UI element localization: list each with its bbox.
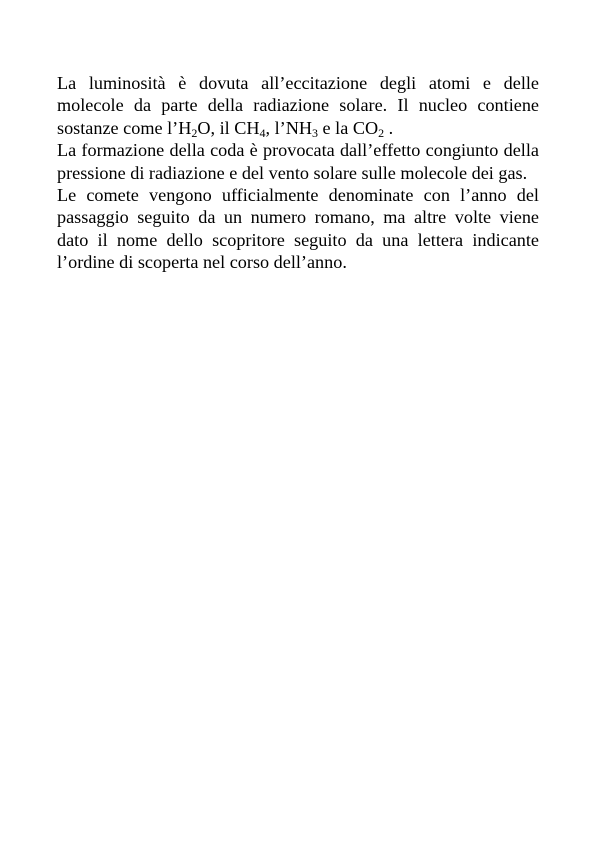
paragraph-tail-formation [57, 139, 539, 184]
subscript: 3 [311, 125, 318, 140]
body-text [57, 72, 539, 274]
text-span: e la CO [317, 117, 379, 138]
subscript: 4 [259, 125, 266, 140]
text-span: La formazione della coda è provocata dall’effetto congiunto della pressione di radiazione e del vento solare sulle molecole dei gas. [57, 140, 539, 183]
subscript: 2 [191, 125, 198, 140]
text-span: La luminosità è dovuta all’eccitazione degli atomi e delle molecole da parte della radiazione solare. Il nucleo contiene sostanze come l’H [57, 73, 539, 138]
subscript: 2 [378, 125, 385, 140]
text-span: , l’NH [265, 117, 312, 138]
text-span: O, il CH [197, 117, 260, 138]
text-span: Le comete vengono ufficialmente denominate con l’anno del passaggio seguito da un numero romano, ma altre volte viene dato il nome dello scopritore seguito da una lettera indicante l’ordine di scoperta nel corso dell’anno. [57, 185, 539, 273]
paragraph-luminosity [57, 72, 539, 139]
text-span: . [384, 117, 394, 138]
paragraph-comet-naming [57, 184, 539, 274]
